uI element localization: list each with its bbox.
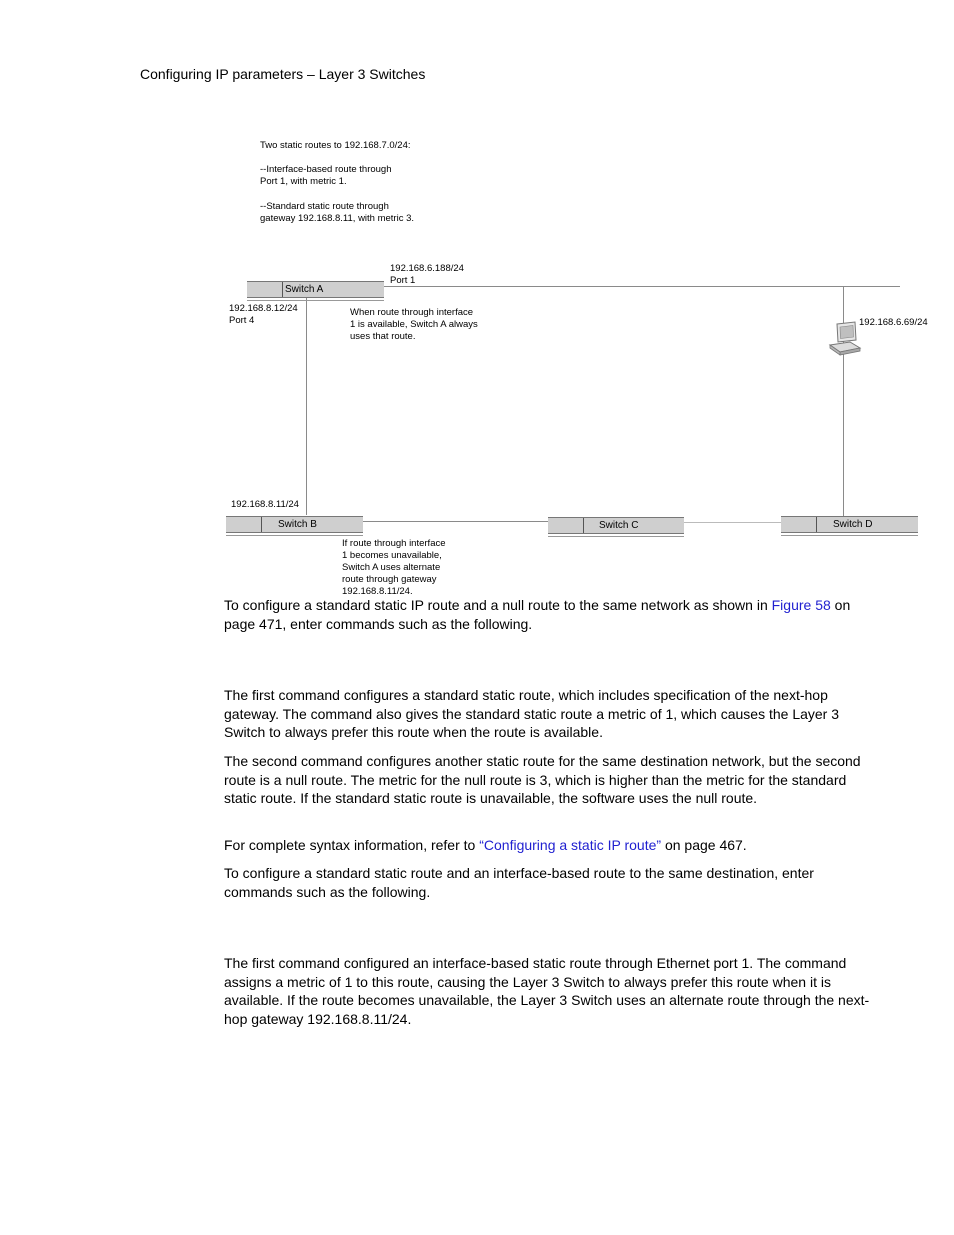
figure-58-link[interactable]: Figure 58 <box>771 597 831 613</box>
interface-route-intro-paragraph: To configure a standard static route and an interface-based route to the same destination, enter commands such as the following. <box>224 865 814 900</box>
static-routes-note-title: Two static routes to 192.168.7.0/24: <box>260 140 411 151</box>
first-command-paragraph: The first command configures a standard static route, which includes specification of the next-hop gateway. The command also gives the standard static route a metric of 1, which causes the Layer 3 Switch to always prefer this route when the route is available. <box>224 687 840 741</box>
switch-b-c-link <box>363 521 548 522</box>
intro-paragraph <box>224 596 874 633</box>
switch-b-label: Switch B <box>278 519 317 530</box>
switch-a-label: Switch A <box>285 284 324 295</box>
switch-c-d-link <box>684 522 781 523</box>
computer-icon <box>828 320 862 358</box>
intro-text: To configure a standard static IP route and a null route to the same network as shown in <box>224 597 772 613</box>
host-ip-label: 192.168.6.69/24 <box>859 317 928 328</box>
static-ip-route-link[interactable]: “Configuring a static IP route” <box>479 837 662 853</box>
interface-route-explanation-paragraph: The first command configured an interface-based static route through Ethernet port 1. The command assigns a metric of 1 to this route, causing the Layer 3 Switch to always prefer this route when it is available. If the route becomes unavailable, the Layer 3 Switch uses an alternate route through the next-hop gateway 192.168.8.11/24. <box>224 955 870 1027</box>
switch-d-label: Switch D <box>833 519 873 530</box>
switch-a-b-link <box>306 297 307 515</box>
switch-b-ip-label: 192.168.8.11/24 <box>231 499 299 510</box>
port1-ip-label: 192.168.6.188/24 Port 1 <box>390 263 464 286</box>
switch-d <box>781 516 918 533</box>
second-command-paragraph: The second command configures another static route for the same destination network, but the second route is a null route. The metric for the null route is 3, which is higher than the metric for the standard static route. If the standard static route is unavailable, the software uses the null route. <box>224 753 861 807</box>
standard-route-note: --Standard static route through gateway 192.168.8.11, with metric 3. <box>260 201 415 224</box>
intro-tail: on page 471, enter commands such as the following. <box>224 597 851 632</box>
syntax-reference-paragraph <box>224 836 874 855</box>
syntax-tail: on page 467. <box>661 837 747 853</box>
route-available-note: When route through interface 1 is available, Switch A always uses that route. <box>350 307 478 342</box>
page-header-title: Configuring IP parameters – Layer 3 Switches <box>140 66 426 82</box>
switch-b <box>226 516 363 533</box>
switch-a <box>247 281 384 298</box>
switch-c-label: Switch C <box>599 520 639 531</box>
syntax-text: For complete syntax information, refer to <box>224 837 480 853</box>
route-unavailable-note: If route through interface 1 becomes unavailable, Switch A uses alternate route through gateway 192.168.8.11/24. <box>342 538 446 597</box>
interface-route-note: --Interface-based route through Port 1, with metric 1. <box>260 164 392 187</box>
port4-ip-label: 192.168.8.12/24 Port 4 <box>229 303 298 326</box>
switch-c <box>548 517 684 534</box>
